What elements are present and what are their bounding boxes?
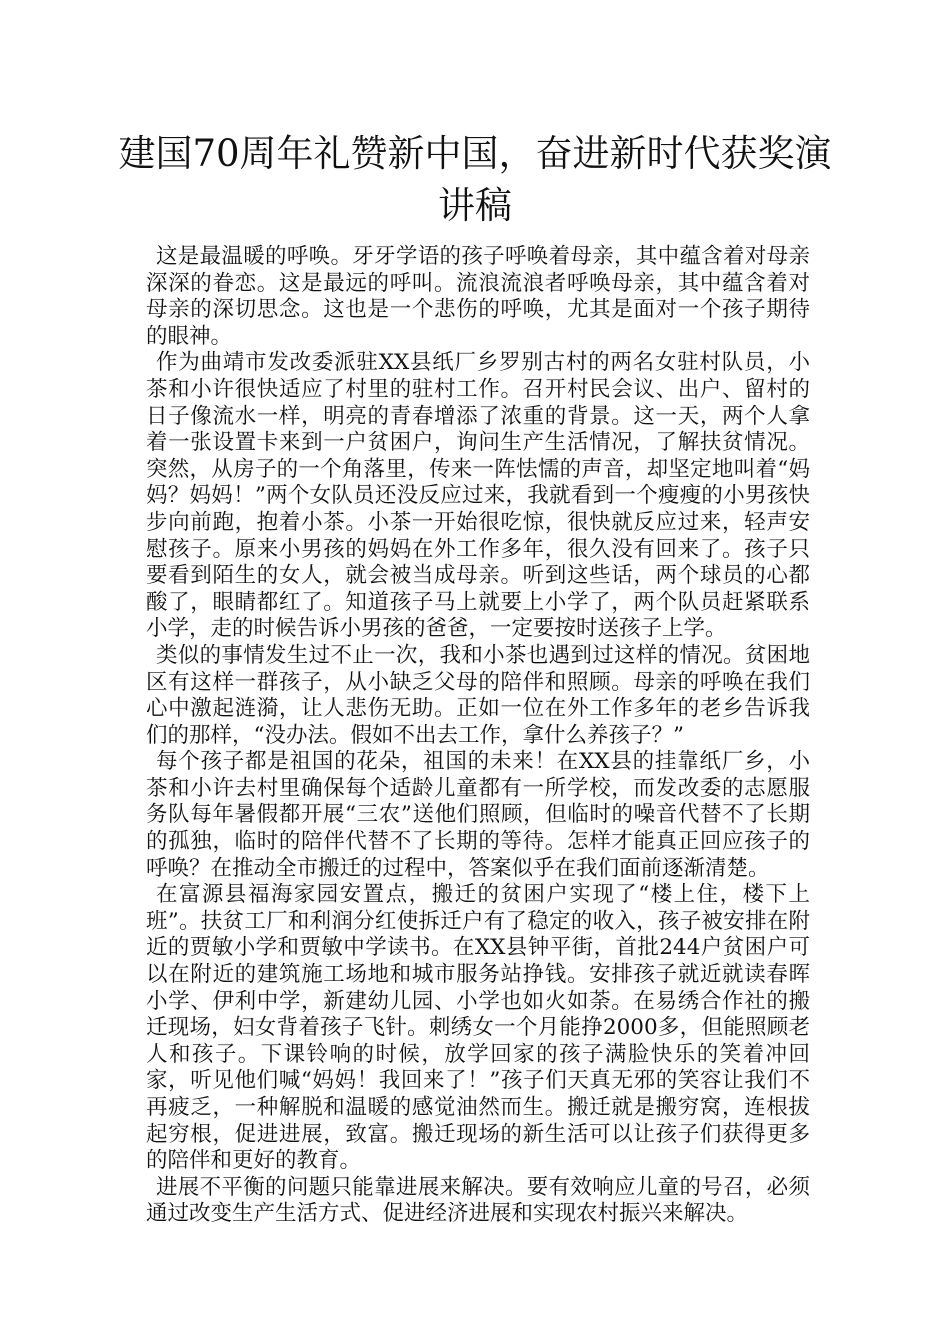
paragraph-1: 这是最温暖的呼唤。牙牙学语的孩子呼唤着母亲，其中蕴含着对母亲深深的眷恋。这是最远的呼叫。流浪流浪者呼唤母亲，其中蕴含着对母亲的深切思念。这也是一个悲伤的呼唤，尤其是面对一个孩子期待的眼神。 <box>146 244 810 349</box>
document-title: 建国70周年礼赞新中国，奋进新时代获奖演讲稿 <box>118 132 832 227</box>
paragraph-2: 作为曲靖市发改委派驻XX县纸厂乡罗别古村的两名女驻村队员，小茶和小许很快适应了村里的驻村工作。召开村民会议、出户、留村的日子像流水一样，明亮的青春增添了浓重的背景。这一天，两个人拿着一张设置卡来到一户贫困户，询问生产生活情况，了解扶贫情况。突然，从房子的一个角落里，传来一阵怯懦的声音，却坚定地叫着“妈妈？妈妈！”两个女队员还没反应过来，我就看到一个瘦瘦的小男孩快步向前跑，抱着小茶。小茶一开始很吃惊，很快就反应过来，轻声安慰孩子。原来小男孩的妈妈在外工作多年，很久没有回来了。孩子只要看到陌生的女人，就会被当成母亲。听到这些话，两个球员的心都酸了，眼睛都红了。知道孩子马上就要上小学了，两个队员赶紧联系小学，走的时候告诉小男孩的爸爸，一定要按时送孩子上学。 <box>146 350 810 642</box>
paragraph-4: 每个孩子都是祖国的花朵，祖国的未来！在XX县的挂靠纸厂乡，小茶和小许去村里确保每个适龄儿童都有一所学校，而发改委的志愿服务队每年暑假都开展“三农”送他们照顾，但临时的噪音代替不了长期的孤独，临时的陪伴代替不了长期的等待。怎样才能真正回应孩子的呼唤？在推动全市搬迁的过程中，答案似乎在我们面前逐渐清楚。 <box>146 749 810 881</box>
paragraph-3: 类似的事情发生过不止一次，我和小茶也遇到过这样的情况。贫困地区有这样一群孩子，从小缺乏父母的陪伴和照顾。母亲的呼唤在我们心中激起涟漪，让人悲伤无助。正如一位在外工作多年的老乡告诉我们的那样，“没办法。假如不出去工作，拿什么养孩子？” <box>146 642 810 748</box>
document-body <box>146 244 810 1228</box>
paragraph-6: 进展不平衡的问题只能靠进展来解决。要有效响应儿童的号召，必须通过改变生产生活方式、促进经济进展和实现农村振兴来解决。 <box>146 1174 810 1227</box>
paragraph-5: 在富源县福海家园安置点，搬迁的贫困户实现了“楼上住，楼下上班”。扶贫工厂和利润分红使拆迁户有了稳定的收入，孩子被安排在附近的贾敏小学和贾敏中学读书。在XX县钟平街，首批244户贫困户可以在附近的建筑施工场地和城市服务站挣钱。安排孩子就近就读春晖小学、伊利中学，新建幼儿园、小学也如火如荼。在易绣合作社的搬迁现场，妇女背着孩子飞针。刺绣女一个月能挣2000多，但能照顾老人和孩子。下课铃响的时候，放学回家的孩子满脸快乐的笑着冲回家，听见他们喊“妈妈！我回来了！”孩子们天真无邪的笑容让我们不再疲乏，一种解脱和温暖的感觉油然而生。搬迁就是搬穷窝，连根拔起穷根，促进进展，致富。搬迁现场的新生活可以让孩子们获得更多的陪伴和更好的教育。 <box>146 882 810 1174</box>
